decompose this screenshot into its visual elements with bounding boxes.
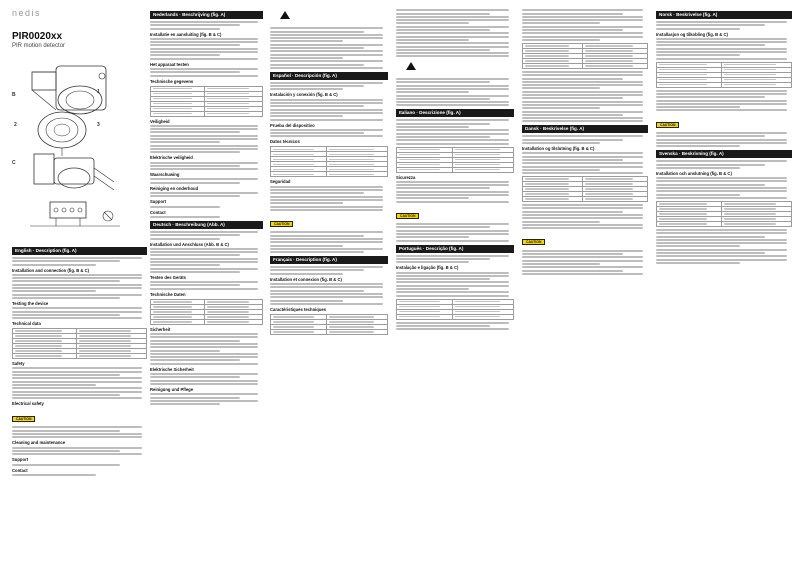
heading-test-es: Prueba del dispositivo xyxy=(270,122,315,128)
brand-logo: nedis xyxy=(12,8,42,18)
heading-cleaning-en: Cleaning and maintenance xyxy=(12,440,66,446)
figure-c-mounting xyxy=(22,148,122,196)
column-espanol-francais xyxy=(270,8,388,564)
heading-electrical-nl: Elektrische veiligheid xyxy=(150,155,193,161)
column-english xyxy=(12,244,147,564)
caution-badge: CAUTION xyxy=(12,416,35,422)
section-svenska: Svenska · Beskrivning (fig. A) xyxy=(656,150,792,158)
section-english: English · Description (fig. A) xyxy=(12,247,147,255)
tech-table-fr xyxy=(270,314,388,335)
heading-contact-en: Contact xyxy=(12,467,28,473)
text-line xyxy=(12,257,142,259)
heading-install-pt: Instalação e ligação (fig. B & C) xyxy=(396,265,459,271)
heading-safety-nl: Veiligheid xyxy=(150,118,170,124)
tech-table-de xyxy=(150,299,263,325)
figure-wiring-diagram xyxy=(20,196,130,236)
heading-tech-en: Technical data xyxy=(12,321,41,327)
section-dansk: Dansk · Beskrivelse (fig. A) xyxy=(522,125,648,133)
fig-number-1: 1 xyxy=(97,89,100,95)
heading-cleaning-de: Reinigung und Pflege xyxy=(150,386,194,392)
section-portugues: Português · Descrição (fig. A) xyxy=(396,245,514,253)
heading-install-no: Installasjon og tilkobling (fig. B & C) xyxy=(656,31,728,37)
heading-install-da: Installation og tilslutning (fig. B & C) xyxy=(522,146,595,152)
fig-letter-c: C xyxy=(12,160,16,166)
tech-table-pt-cont xyxy=(522,43,648,69)
heading-tech-es: Datos técnicos xyxy=(270,139,300,145)
heading-tech-nl: Technische gegevens xyxy=(150,78,194,84)
section-nederlands: Nederlands · Beschrijving (fig. A) xyxy=(150,11,263,19)
tech-table-da xyxy=(522,176,648,202)
fig-number-2: 2 xyxy=(14,122,17,128)
heading-install-es: Instalación y conexión (fig. B & C) xyxy=(270,92,338,98)
heading-support-en: Support xyxy=(12,457,29,463)
heading-install-en: Installation and connection (fig. B & C) xyxy=(12,267,90,273)
column-italiano-portugues xyxy=(396,8,514,564)
fig-number-3: 3 xyxy=(97,122,100,128)
section-italiano: Italiano · Descrizione (fig. A) xyxy=(396,109,514,117)
section-deutsch: Deutsch · Beschreibung (Abb. A) xyxy=(150,221,263,229)
column-nederlands-deutsch xyxy=(150,8,263,564)
caution-badge: CAUTION xyxy=(270,221,293,227)
heading-contact-nl: Contact xyxy=(150,209,166,215)
section-espanol: Español · Descripción (fig. A) xyxy=(270,72,388,80)
section-norsk: Norsk · Beskrivelse (fig. A) xyxy=(656,11,792,19)
warning-triangle-icon xyxy=(280,11,290,19)
caution-badge: CAUTION xyxy=(656,122,679,128)
heading-warning-nl: Waarschuwing xyxy=(150,172,180,178)
caution-badge: CAUTION xyxy=(396,213,419,219)
warning-triangle-icon xyxy=(406,62,416,70)
tech-table-no xyxy=(656,62,792,88)
product-model: PIR0020xx xyxy=(12,31,63,42)
heading-install-de: Installation und Anschluss (Abb. B & C) xyxy=(150,241,229,247)
heading-tech-fr: Caractéristiques techniques xyxy=(270,306,327,312)
heading-electrical-en: Electrical safety xyxy=(12,401,44,407)
column-norsk-svenska xyxy=(656,8,792,564)
heading-install-fr: Installation et connexion (fig. B & C) xyxy=(270,276,342,282)
tech-table-it xyxy=(396,147,514,173)
heading-install-nl: Installatie en aansluiting (fig. B & C) xyxy=(150,31,222,37)
heading-tech-de: Technische Daten xyxy=(150,291,186,297)
heading-safety-de: Sicherheit xyxy=(150,326,171,332)
heading-support-nl: Support xyxy=(150,199,167,205)
section-francais: Français · Description (fig. A) xyxy=(270,256,388,264)
tech-table-en xyxy=(12,328,147,359)
heading-test-nl: Het apparaat testen xyxy=(150,61,189,67)
heading-testing-en: Testing the device xyxy=(12,300,49,306)
text-line xyxy=(12,264,96,266)
tech-table-pt xyxy=(396,299,514,320)
tech-table-sv xyxy=(656,201,792,227)
fig-letter-b: B xyxy=(12,92,16,98)
heading-safety-it: Sicurezza xyxy=(396,174,416,180)
heading-install-sv: Installation och anslutning (fig. B & C) xyxy=(656,170,732,176)
heading-safety-en: Safety xyxy=(12,361,25,367)
tech-table-nl xyxy=(150,86,263,117)
heading-safety-es: Seguridad xyxy=(270,179,291,185)
column-dansk xyxy=(522,8,648,564)
product-subtitle: PIR motion detector xyxy=(12,43,66,49)
heading-test-de: Testen des Geräts xyxy=(150,274,186,280)
heading-cleaning-nl: Reiniging en onderhoud xyxy=(150,185,199,191)
text-line xyxy=(12,260,120,262)
tech-table-es xyxy=(270,146,388,177)
heading-electrical-de: Elektrische Sicherheit xyxy=(150,366,194,372)
caution-badge: CAUTION xyxy=(522,239,545,245)
